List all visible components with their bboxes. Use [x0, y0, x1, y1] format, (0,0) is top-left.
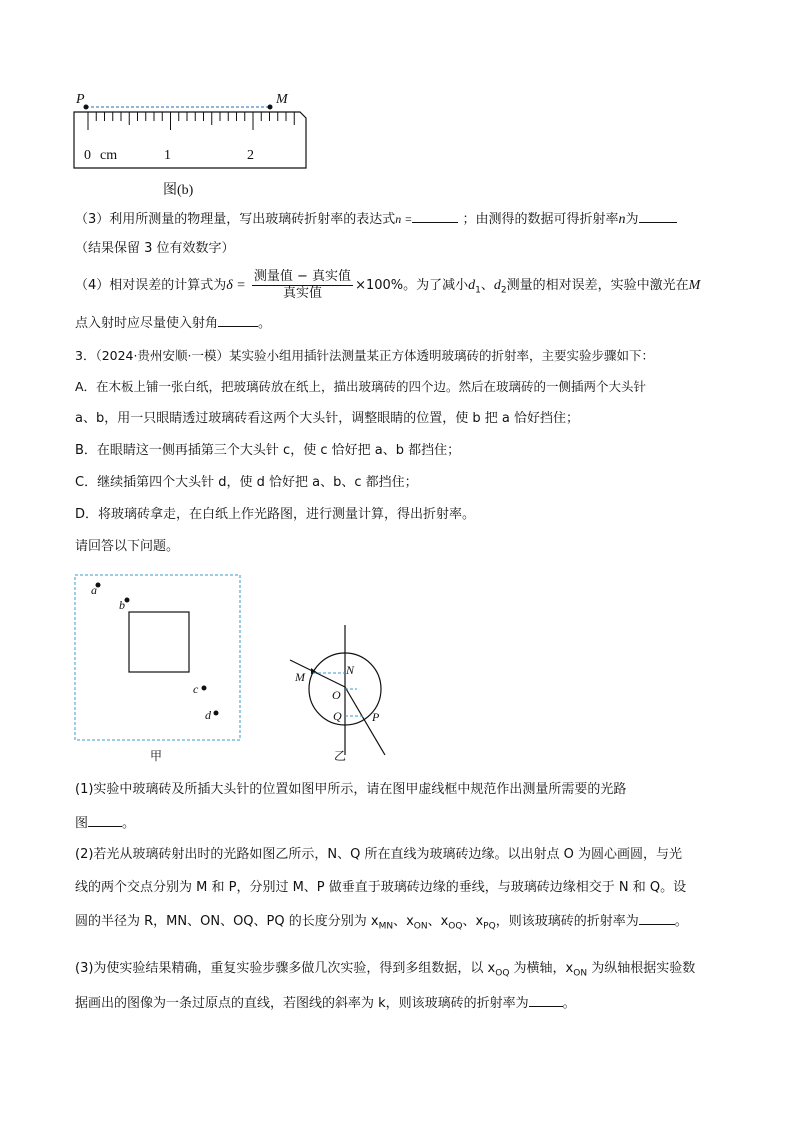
- q3-prompt: 请回答以下问题。: [75, 539, 180, 554]
- figure-jia-svg: [74, 574, 242, 742]
- sub3-on: ON: [573, 968, 588, 979]
- ruler-tick-0: 0: [84, 148, 91, 163]
- sub1-a: (1)实验中玻璃砖及所插大头针的位置如图甲所示，请在图甲虚线框中规范作出测量所需要的光路: [75, 782, 627, 797]
- sub3-oq: OQ: [495, 968, 510, 979]
- pin-b-dot: [125, 598, 130, 603]
- item3-text: （3）利用所测量的物理量，写出玻璃砖折射率的表达式: [75, 212, 396, 227]
- item3-blank-1: [412, 210, 458, 223]
- item4-line2-text: 点入射时应尽量使入射角: [75, 316, 219, 331]
- sub3-b-line: 据画出的图像为一条过原点的直线，若图线的斜率为 k，则该玻璃砖的折射率为 。: [75, 996, 576, 1011]
- yi-label-p: P: [372, 710, 380, 724]
- item4-d1: d: [468, 278, 476, 293]
- ruler-label-p: P: [76, 92, 85, 107]
- ruler-caption: 图(b): [163, 183, 194, 198]
- pin-c-dot: [202, 686, 207, 691]
- item4-after: 测量的相对误差，实验中激光在: [506, 278, 689, 293]
- point-m: [268, 105, 273, 110]
- item4-fraction: [252, 269, 353, 302]
- sub3-a-line: [75, 960, 695, 983]
- item4-denominator: 真实值: [282, 286, 322, 301]
- ruler-tick-1: 1: [164, 148, 171, 163]
- figure-jia: [74, 574, 242, 742]
- item4-pct: ×100%。为了减小: [355, 278, 469, 293]
- sub2-b: 线的两个交点分别为 M 和 P，分别过 M、P 做垂直于玻璃砖边缘的垂线，与玻璃砖边缘相交于 N 和 Q。设: [75, 880, 687, 895]
- pin-d-label: d: [205, 708, 211, 722]
- q3-step-c: C．继续插第四个大头针 d，使 d 恰好把 a、b、c 都挡住；: [75, 475, 418, 490]
- ruler-ticks: [88, 112, 294, 130]
- q3-step-a2: a、b，用一只眼睛透过玻璃砖看这两个大头针，调整眼睛的位置，使 b 把 a 恰好挡住；: [75, 411, 579, 426]
- yi-label-m: M: [295, 670, 305, 684]
- figure-yi-caption: 乙: [334, 749, 347, 763]
- item4-numerator: 测量值 − 真实值: [253, 269, 352, 284]
- pin-c-label: c: [193, 682, 199, 696]
- ruler-tick-2: 2: [247, 148, 254, 163]
- sub1-b-line: [75, 814, 135, 833]
- pin-d-dot: [214, 711, 219, 716]
- sub2-oq: OQ: [448, 921, 463, 932]
- sub3-after: 为纵轴根据实验数: [587, 961, 696, 976]
- item3-note: （结果保留 3 位有效数字）: [75, 241, 235, 256]
- q3-header: 3．（2024·贵州安顺·一模）某实验小组用插针法测量某正方体透明玻璃砖的折射率，主要实验步骤如下：: [75, 348, 654, 363]
- sub2-pq: PQ: [483, 921, 496, 932]
- sub2-mn: MN: [378, 921, 394, 932]
- glass-block: [129, 612, 189, 672]
- sub3-mid: 为横轴，x: [509, 961, 574, 976]
- sub2-c: 圆的半径为 R，MN、ON、OQ、PQ 的长度分别为 x: [75, 914, 379, 929]
- sub3-b: 据画出的图像为一条过原点的直线，若图线的斜率为 k，则该玻璃砖的折射率为: [75, 996, 529, 1011]
- item4-delta: δ =: [226, 278, 246, 293]
- sub3-a: (3)为使实验结果精确，重复实验步骤多做几次实验，得到多组数据，以 x: [75, 961, 496, 976]
- ruler-figure: [70, 90, 320, 175]
- sub1-end: 。: [122, 816, 136, 831]
- yi-label-o: O: [332, 688, 341, 702]
- sub2-a: (2)若光从玻璃砖射出时的光路如图乙所示，N、Q 所在直线为玻璃砖边缘。以出射点 O 为圆心画圆，与光: [75, 847, 683, 862]
- item4-line: （4）相对误差的计算式为δ = $\frac{\text{测量值 − 真实值}}{\text{真实值}}$ ×100%。为了减小$d_1$、$d_2$测量的相对误差，实验中激光在M: [75, 269, 701, 301]
- ruler-label-m: M: [276, 92, 288, 107]
- item3-n-eq: n =: [395, 212, 413, 226]
- sub2-c-line: 圆的半径为 R，MN、ON、OQ、PQ 的长度分别为 $x_{MN}$、$x_{ON}$、$x_{OQ}$、$x_{PQ}$，则该玻璃砖的折射率为 。: [75, 914, 688, 932]
- item4-start: （4）相对误差的计算式为: [75, 278, 227, 293]
- item3-line: [75, 210, 677, 229]
- figure-yi: [285, 625, 395, 760]
- sub3-blank: [529, 994, 563, 1007]
- yi-label-n: N: [346, 663, 355, 677]
- q3-step-d: D．将玻璃砖拿走，在白纸上作光路图，进行测量计算，得出折射率。: [75, 507, 476, 522]
- yi-label-q: Q: [333, 709, 342, 723]
- sub2-end: ，则该玻璃砖的折射率为: [495, 914, 639, 929]
- sub1-blank: [88, 814, 122, 827]
- item4-end: 。: [258, 316, 272, 331]
- figure-jia-caption: 甲: [150, 749, 163, 763]
- ruler-unit: cm: [100, 148, 118, 163]
- item3-blank-2: [639, 210, 677, 223]
- sub2-on: ON: [413, 921, 428, 932]
- sub2-blank: [639, 912, 675, 925]
- sub1-b: 图: [75, 816, 89, 831]
- item3-end: 为: [625, 212, 639, 227]
- q3-step-b: B．在眼睛这一侧再插第三个大头针 c，使 c 恰好把 a、b 都挡住；: [75, 443, 461, 458]
- item4-line2: [75, 314, 271, 333]
- pin-a-label: a: [91, 583, 97, 597]
- q3-step-a1: A．在木板上铺一张白纸，把玻璃砖放在纸上，描出玻璃砖的四个边。然后在玻璃砖的一侧插两个大头针: [75, 379, 647, 394]
- item4-blank: [218, 314, 258, 327]
- item3-mid: ；由测得的数据可得折射率: [462, 212, 619, 227]
- item4-d2: d: [493, 278, 501, 293]
- pin-b-label: b: [119, 598, 125, 612]
- item4-m: M: [688, 278, 701, 293]
- item3-n: n: [618, 212, 626, 227]
- item4-sep: 、: [480, 278, 494, 293]
